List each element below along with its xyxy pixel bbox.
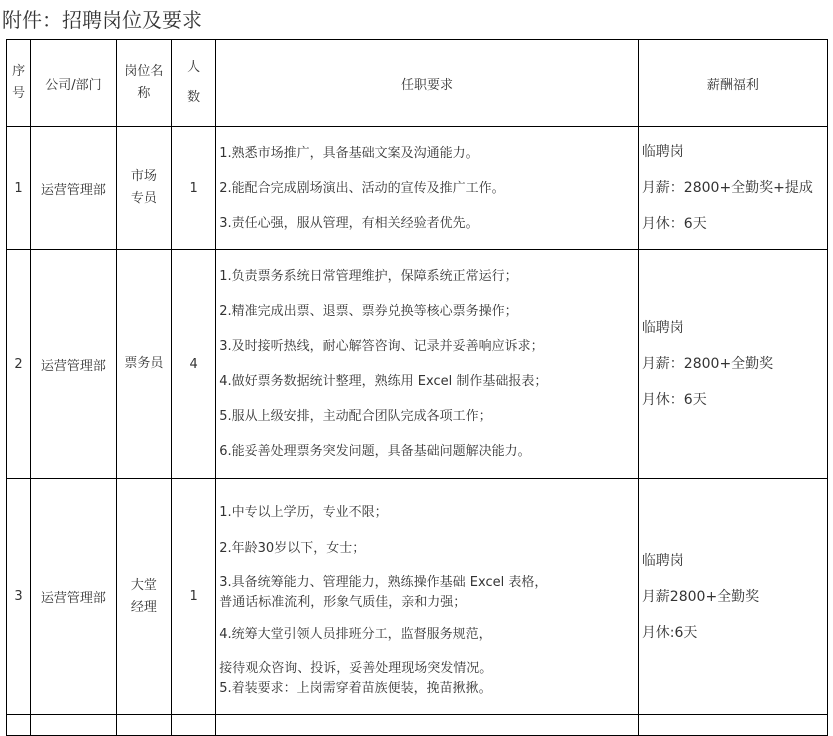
row-dept: 运营管理部	[31, 250, 117, 479]
row-salary: 临聘岗 月薪：2800+全勤奖+提成 月休：6天	[638, 127, 827, 250]
header-requirements: 任职要求	[216, 40, 639, 127]
row-requirements: 1.负责票务系统日常管理维护，保障系统正常运行； 2.精准完成出票、退票、票券兑换等核心票务操作； 3.及时接听热线，耐心解答咨询、记录并妥善响应诉求； 4.做好票务数据统计整理，熟练用 Excel 制作基础报表； 5.服从上级安排，主动配合团队完成各项工作； 6.能妥善处理票务突发问题，具备基础问题解决能力。	[216, 250, 639, 479]
row-position: 大堂 经理	[116, 479, 171, 715]
recruitment-table	[6, 39, 828, 736]
table-header-row	[7, 40, 828, 127]
row-salary: 临聘岗 月薪：2800+全勤奖 月休：6天	[638, 250, 827, 479]
row-requirements: 1.中专以上学历，专业不限； 2.年龄30岁以下，女士； 3.具备统筹能力、管理能力，熟练操作基础 Excel 表格， 普通话标准流利，形象气质佳，亲和力强； 4.统筹大堂引领人员排班分工，监督服务规范， 接待观众咨询、投诉，妥善处理现场突发情况。 5.着装要求：上岗需穿着苗族便装，挽苗揪揪。	[216, 479, 639, 715]
row-seq: 3	[7, 479, 31, 715]
row-seq: 1	[7, 127, 31, 250]
table-row	[7, 250, 828, 479]
table-row	[7, 479, 828, 715]
header-position: 岗位名 称	[116, 40, 171, 127]
page-title: 附件：招聘岗位及要求	[2, 8, 202, 32]
row-count: 1	[171, 479, 215, 715]
row-count: 4	[171, 250, 215, 479]
row-requirements: 1.熟悉市场推广，具备基础文案及沟通能力。 2.能配合完成剧场演出、活动的宣传及推广工作。 3.责任心强，服从管理，有相关经验者优先。	[216, 127, 639, 250]
row-seq: 2	[7, 250, 31, 479]
header-salary: 薪酬福利	[638, 40, 827, 127]
header-dept: 公司/部门	[31, 40, 117, 127]
row-position: 票务员	[116, 250, 171, 479]
row-dept: 运营管理部	[31, 479, 117, 715]
table-row-partial	[7, 715, 828, 736]
row-position: 市场 专员	[116, 127, 171, 250]
header-count: 人 数	[171, 40, 215, 127]
row-dept: 运营管理部	[31, 127, 117, 250]
row-salary: 临聘岗 月薪2800+全勤奖 月休:6天	[638, 479, 827, 715]
row-count: 1	[171, 127, 215, 250]
table-row	[7, 127, 828, 250]
header-seq: 序 号	[7, 40, 31, 127]
